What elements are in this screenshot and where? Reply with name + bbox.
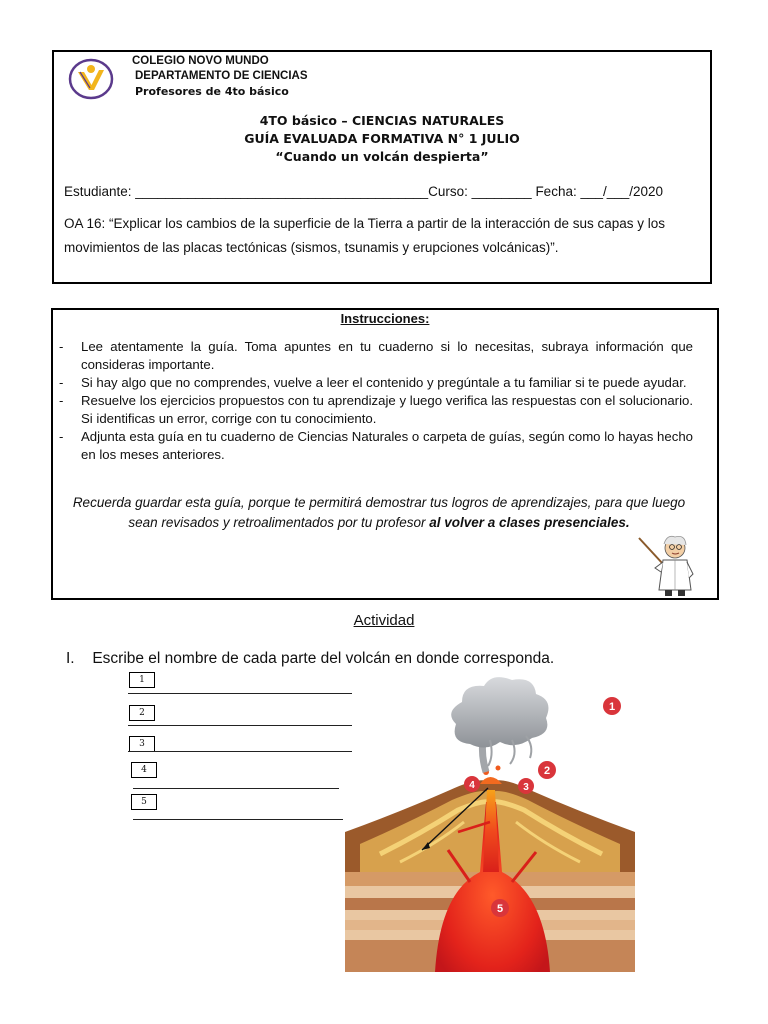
guide-title: GUÍA EVALUADA FORMATIVA N° 1 JULIO — [244, 131, 520, 146]
answer-line-1[interactable] — [128, 693, 352, 694]
label-box-5: 5 — [131, 794, 157, 810]
dash-bullet: - — [59, 393, 64, 408]
instruction-text: Si hay algo que no comprendes, vuelve a leer el contenido y pregúntale a tu familiar si te puede ayudar. — [81, 375, 687, 390]
svg-text:2: 2 — [543, 765, 551, 777]
label-box-2: 2 — [129, 705, 155, 721]
scientist-illustration — [633, 532, 703, 598]
list-item — [59, 338, 693, 374]
dash-bullet: - — [59, 429, 64, 444]
answer-line-4[interactable] — [133, 788, 339, 789]
marker-3 — [518, 778, 534, 794]
guide-titles — [54, 112, 710, 166]
guide-subtitle: “Cuando un volcán despierta” — [275, 149, 489, 164]
answer-line-5[interactable] — [133, 819, 343, 820]
volcano-diagram — [340, 672, 640, 972]
dash-bullet: - — [59, 375, 64, 390]
list-item — [59, 428, 693, 464]
answer-line-2[interactable] — [128, 725, 352, 726]
label-box-3: 3 — [129, 736, 155, 752]
svg-text:5: 5 — [496, 903, 504, 915]
grade-subject: 4TO básico – CIENCIAS NATURALES — [259, 113, 505, 128]
svg-text:3: 3 — [523, 782, 529, 793]
reminder-bold: al volver a clases presenciales. — [429, 515, 630, 530]
school-logo — [68, 58, 114, 100]
activity-title: Actividad — [353, 612, 415, 629]
question-number: I. — [66, 650, 75, 667]
svg-text:4: 4 — [469, 780, 475, 791]
instructions-list — [59, 338, 693, 464]
student-info-line[interactable]: Estudiante: _______________________________________Curso: ________ Fecha: ___/___/2020 — [64, 184, 664, 199]
list-item — [59, 392, 693, 428]
school-info — [132, 54, 308, 99]
marker-4 — [464, 776, 480, 792]
svg-text:1: 1 — [608, 701, 616, 713]
teachers-line: Profesores de 4to básico — [135, 85, 289, 98]
question-1 — [66, 650, 554, 668]
header-box — [52, 50, 712, 284]
marker-1 — [603, 697, 621, 715]
instructions-box — [51, 308, 719, 600]
instruction-text: Adjunta esta guía en tu cuaderno de Ciencias Naturales o carpeta de guías, según como lo hayas hecho en los meses anteriores. — [81, 429, 693, 462]
label-box-4: 4 — [131, 762, 157, 778]
reminder-text — [61, 493, 697, 533]
question-text: Escribe el nombre de cada parte del volcán en donde corresponda. — [92, 650, 555, 667]
answer-line-3[interactable] — [128, 751, 352, 752]
marker-2 — [538, 761, 556, 779]
instruction-text: Resuelve los ejercicios propuestos con tu aprendizaje y luego verifica las respuestas con el solucionario. Si identificas un error, corrige con tu conocimiento. — [81, 393, 693, 426]
label-box-1: 1 — [129, 672, 155, 688]
learning-objective: OA 16: “Explicar los cambios de la superficie de la Tierra a partir de la interacción de sus capas y los movimientos de las placas tectónicas (sismos, tsunamis y erupciones volcánicas)”. — [64, 216, 666, 255]
reminder-body: Recuerda guardar esta guía, porque te permitirá demostrar tus logros de aprendizajes, para que luego sean revisados y retroalimentados por tu profesor — [72, 495, 686, 530]
marker-5 — [491, 899, 509, 917]
school-name: COLEGIO NOVO MUNDO — [132, 55, 269, 67]
instructions-title: Instrucciones: — [340, 311, 430, 326]
instruction-text: Lee atentamente la guía. Toma apuntes en tu cuaderno si lo necesitas, subraya información que consideras importante. — [81, 339, 693, 372]
department-name: DEPARTAMENTO DE CIENCIAS — [135, 70, 308, 82]
dash-bullet: - — [59, 339, 64, 354]
list-item — [59, 374, 693, 392]
